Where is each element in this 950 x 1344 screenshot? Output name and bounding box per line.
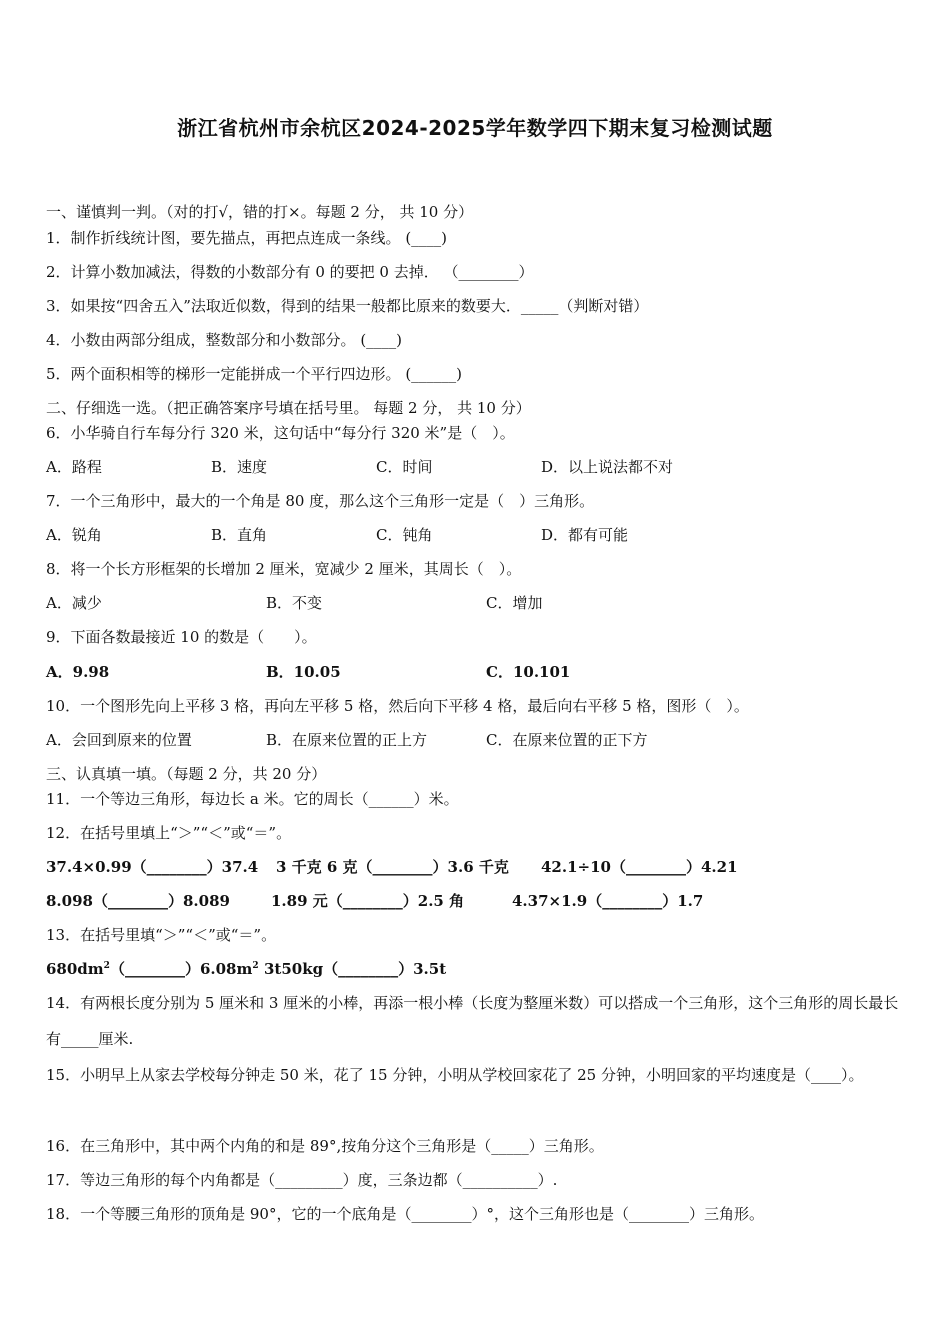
question-11: 11．一个等边三角形，每边长 a 米。它的周长（______）米。 — [46, 790, 459, 808]
q13-sup-2: 2 — [252, 961, 259, 971]
q12-item-1: 37.4×0.99（________）37.4 — [46, 858, 259, 876]
q8-option-b: B．不变 — [266, 594, 323, 612]
question-7: 7．一个三角形中，最大的一个角是 80 度，那么这个三角形一定是（ ）三角形。 — [46, 492, 595, 510]
question-10: 10．一个图形先向上平移 3 格，再向左平移 5 格，然后向下平移 4 格，最后向右平移 5 格，图形（ ）。 — [46, 697, 749, 715]
q13-item-1: $680dm^2(\_\_\_\_\_\_\_\_)6.08m^2$ — [46, 960, 259, 978]
question-12: 12．在括号里填上“＞”“＜”或“＝”。 — [46, 824, 292, 842]
q13-item-2: 3t50kg（________）3.5t — [264, 960, 447, 978]
question-18: 18．一个等腰三角形的顶角是 90°，它的一个底角是（________）°，这个三角形也是（________）三角形。 — [46, 1205, 764, 1223]
q7-option-a: A．锐角 — [46, 526, 102, 544]
q9-option-b: B．10.05 — [266, 663, 341, 681]
section-heading-1: 一、谨慎判一判。（对的打√，错的打×。每题 2 分， 共 10 分） — [46, 203, 474, 221]
q12-item-5: 1.89 元（________）2.5 角 — [271, 892, 465, 910]
question-17: 17．等边三角形的每个内角都是（_________）度，三条边都（__________）. — [46, 1171, 558, 1189]
section-heading-2: 二、仔细选一选。（把正确答案序号填在括号里。 每题 2 分， 共 10 分） — [46, 399, 531, 417]
question-1: 1．制作折线统计图，要先描点，再把点连成一条线。 (____) — [46, 229, 448, 247]
q13-sup-1: 2 — [103, 961, 110, 971]
question-15: 15．小明早上从家去学校每分钟走 50 米，花了 15 分钟，小明从学校回家花了 25 分钟，小明回家的平均速度是（____）。 — [46, 1066, 864, 1084]
q8-option-a: A．减少 — [46, 594, 102, 612]
q8-option-c: C．增加 — [486, 594, 543, 612]
q10-option-a: A．会回到原来的位置 — [46, 731, 192, 749]
q12-row-2 — [46, 891, 906, 911]
question-4: 4．小数由两部分组成，整数部分和小数部分。 (____) — [46, 331, 403, 349]
q13-row — [46, 959, 906, 979]
q12-item-3: 42.1÷10（________）4.21 — [541, 858, 738, 876]
question-6: 6．小华骑自行车每分行 320 米，这句话中“每分行 320 米”是（ ）。 — [46, 424, 515, 442]
q6-option-a: A．路程 — [46, 458, 102, 476]
q10-option-b: B．在原来位置的正上方 — [266, 731, 428, 749]
question-16: 16．在三角形中，其中两个内角的和是 89°,按角分这个三角形是（_____）三角形。 — [46, 1137, 604, 1155]
q7-option-d: D．都有可能 — [541, 526, 629, 544]
question-2: 2．计算小数加减法，得数的小数部分有 0 的要把 0 去掉． （________） — [46, 263, 534, 281]
question-5: 5．两个面积相等的梯形一定能拼成一个平行四边形。 (______) — [46, 365, 463, 383]
question-3: 3．如果按“四舍五入”法取近似数，得到的结果一般都比原来的数要大．_____（判断对错） — [46, 297, 649, 315]
question-8: 8．将一个长方形框架的长增加 2 厘米，宽减少 2 厘米，其周长（ ）。 — [46, 560, 522, 578]
question-14: 14．有两根长度分别为 5 厘米和 3 厘米的小棒，再添一根小棒（长度为整厘米数）可以搭成一个三角形，这个三角形的周长最长有_____厘米. — [46, 994, 899, 1048]
q9-option-c: C．10.101 — [486, 663, 571, 681]
q12-item-4: 8.098（________）8.089 — [46, 892, 230, 910]
q12-item-2: 3 千克 6 克（________）3.6 千克 — [276, 858, 509, 876]
q10-option-c: C．在原来位置的正下方 — [486, 731, 648, 749]
section-heading-3: 三、认真填一填。（每题 2 分，共 20 分） — [46, 765, 327, 783]
q7-option-b: B．直角 — [211, 526, 268, 544]
q7-option-c: C．钝角 — [376, 526, 433, 544]
q9-option-a: A．9.98 — [46, 663, 110, 681]
question-9: 9．下面各数最接近 10 的数是（ ）。 — [46, 628, 317, 646]
q12-item-6: 4.37×1.9（________）1.7 — [512, 892, 704, 910]
q6-option-c: C．时间 — [376, 458, 433, 476]
q12-row-1 — [46, 857, 906, 877]
q6-option-b: B．速度 — [211, 458, 268, 476]
q6-option-d: D．以上说法都不对 — [541, 458, 674, 476]
question-13: 13．在括号里填“＞”“＜”或“＝”。 — [46, 926, 277, 944]
page-title: 浙江省杭州市余杭区2024-2025学年数学四下期末复习检测试题 — [177, 116, 773, 140]
